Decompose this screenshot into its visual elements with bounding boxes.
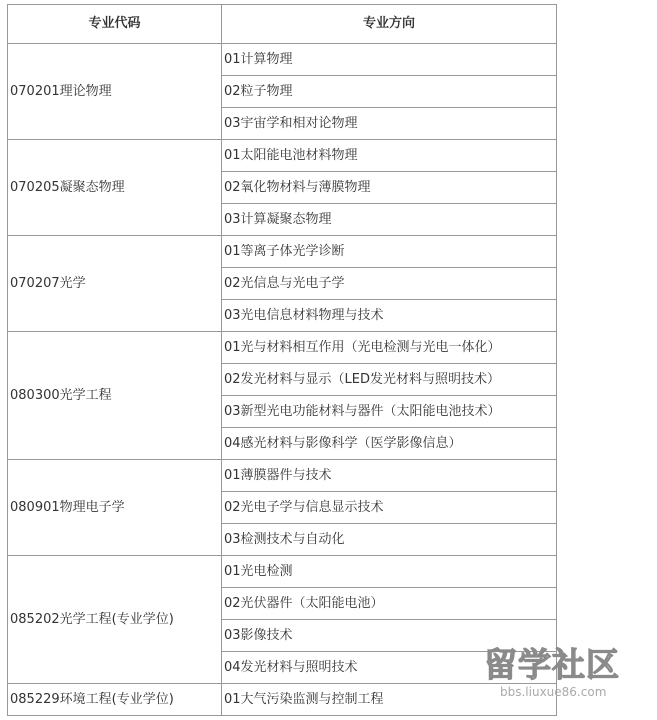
direction-cell: 02光电子学与信息显示技术 [222,492,557,524]
major-code-cell: 085202光学工程(专业学位) [8,556,222,684]
direction-cell: 01光与材料相互作用（光电检测与光电一体化） [222,332,557,364]
site-watermark [484,645,654,715]
direction-cell: 02发光材料与显示（LED发光材料与照明技术） [222,364,557,396]
major-code-cell: 070205凝聚态物理 [8,140,222,236]
table-row [8,684,557,716]
direction-cell: 01大气污染监测与控制工程 [222,684,557,716]
watermark-logo-text: 留学社区 [484,645,620,684]
header-direction: 专业方向 [222,5,557,44]
direction-cell: 02粒子物理 [222,76,557,108]
direction-cell: 01等离子体光学诊断 [222,236,557,268]
direction-cell: 01薄膜器件与技术 [222,460,557,492]
major-code-cell: 070207光学 [8,236,222,332]
table-row [8,332,557,364]
direction-cell: 03计算凝聚态物理 [222,204,557,236]
direction-cell: 04发光材料与照明技术 [222,652,557,684]
direction-cell: 03宇宙学和相对论物理 [222,108,557,140]
watermark-url: bbs.liuxue86.com [500,685,607,699]
direction-cell: 02氧化物材料与薄膜物理 [222,172,557,204]
header-major-code: 专业代码 [8,5,222,44]
major-code-cell: 085229环境工程(专业学位) [8,684,222,716]
majors-table [7,4,557,716]
table-row [8,236,557,268]
header-row [8,5,557,44]
table-body [8,44,557,716]
table-row [8,460,557,492]
direction-cell: 03检测技术与自动化 [222,524,557,556]
table-row [8,140,557,172]
direction-cell: 01太阳能电池材料物理 [222,140,557,172]
direction-cell: 04感光材料与影像科学（医学影像信息） [222,428,557,460]
table-row [8,44,557,76]
direction-cell: 03新型光电功能材料与器件（太阳能电池技术） [222,396,557,428]
direction-cell: 01计算物理 [222,44,557,76]
major-code-cell: 070201理论物理 [8,44,222,140]
table-header [8,5,557,44]
major-code-cell: 080901物理电子学 [8,460,222,556]
table-row [8,556,557,588]
direction-cell: 03光电信息材料物理与技术 [222,300,557,332]
direction-cell: 02光信息与光电子学 [222,268,557,300]
direction-cell: 03影像技术 [222,620,557,652]
direction-cell: 02光伏器件（太阳能电池） [222,588,557,620]
direction-cell: 01光电检测 [222,556,557,588]
major-code-cell: 080300光学工程 [8,332,222,460]
